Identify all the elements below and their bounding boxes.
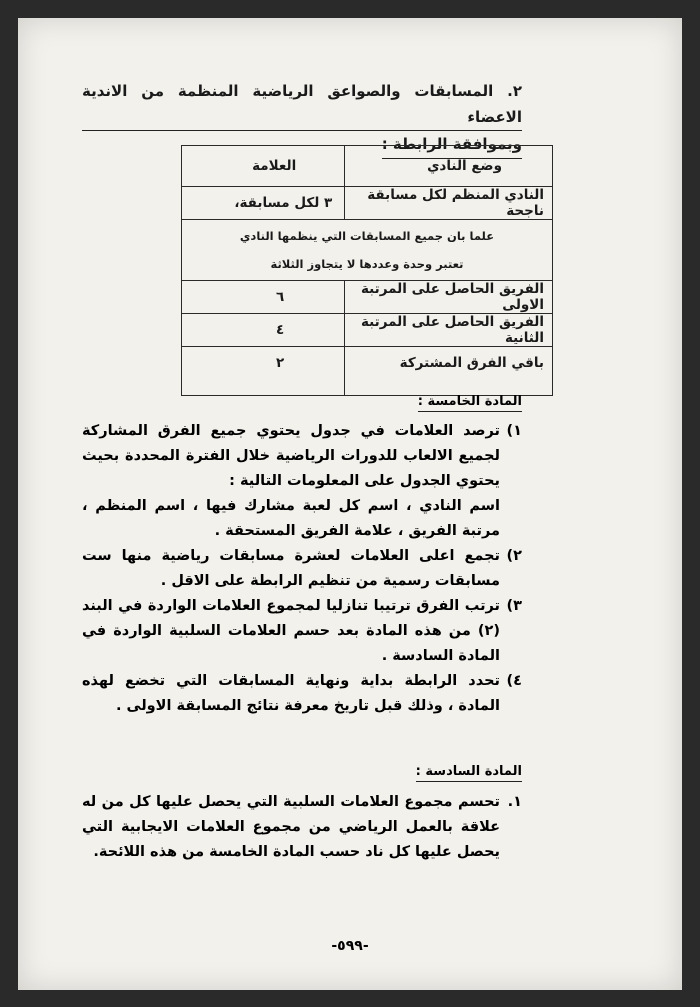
- item-number: ٣): [506, 598, 522, 614]
- list-item: [82, 790, 522, 865]
- marks-table: [181, 145, 553, 396]
- item-number: ١): [506, 423, 522, 439]
- row-label: النادي المنظم لكل مسابقة ناجحة: [345, 187, 553, 220]
- page-number: -٥٩٩-: [331, 938, 369, 954]
- table-note-row: [182, 220, 553, 281]
- row-label: الفريق الحاصل على المرتبة الثانية: [345, 314, 553, 347]
- article-5-items: [82, 419, 522, 719]
- table-row: [182, 281, 553, 314]
- item-text: تحسم مجموع العلامات السلبية التي يحصل عليها كل من له علاقة بالعمل الرياضي من مجموع العلامات الايجابية التي يحصل عليها كل ناد حسب المادة الخامسة من هذه اللائحة.: [82, 794, 500, 860]
- item-number: ١.: [507, 794, 522, 810]
- item-text: تجمع اعلى العلامات لعشرة مسابقات رياضية منها ست مسابقات رسمية من تنظيم الرابطة على الاقل .: [82, 548, 500, 589]
- table-row: [182, 187, 553, 220]
- item-subtext: اسم النادي ، اسم كل لعبة مشارك فيها ، اسم المنظم ، مرتبة الفريق ، علامة الفريق المستحقة .: [82, 498, 500, 539]
- item-text: ترتب الفرق ترتيبا تنازليا لمجموع العلامات الواردة في البند (٢) من هذه المادة بعد حسم العلامات السلبية الواردة في المادة السادسة .: [82, 598, 500, 664]
- document-page: [18, 18, 682, 990]
- heading-line-2: وبموافقة الرابطة :: [382, 131, 522, 159]
- heading-text-1: المسابقات والصواعق الرياضية المنظمة من الاندية الاعضاء: [82, 82, 522, 126]
- heading-number: ٢.: [507, 82, 522, 100]
- table-row: [182, 314, 553, 347]
- item-number: ٤): [506, 673, 522, 689]
- row-label: باقي الفرق المشتركة: [345, 347, 553, 396]
- row-value: ٦: [182, 281, 345, 314]
- list-item: [82, 594, 522, 669]
- table-row: [182, 347, 553, 396]
- note-line-2: تعتبر وحدة وعددها لا يتجاوز الثلاثة: [270, 257, 464, 271]
- item-text: تحدد الرابطة بداية ونهاية المسابقات التي تخضع لهذه المادة ، وذلك قبل تاريخ معرفة نتائج المسابقة الاولى .: [82, 673, 500, 714]
- note-line-1: علما بان جميع المسابقات التي ينظمها النادي: [239, 229, 495, 243]
- table-header-row: [182, 146, 553, 187]
- row-label: الفريق الحاصل على المرتبة الاولى: [345, 281, 553, 314]
- list-item: [82, 544, 522, 594]
- table-note: [182, 220, 553, 281]
- article-6-title: المادة السادسة :: [416, 764, 522, 782]
- row-value: ٤: [182, 314, 345, 347]
- list-item: [82, 669, 522, 719]
- article-5-title: المادة الخامسة :: [418, 394, 522, 412]
- row-value: ٣ لكل مسابقة،: [182, 187, 345, 220]
- list-item: [82, 419, 522, 544]
- header-club-status: وضع النادي: [345, 146, 553, 187]
- article-6-items: [82, 790, 522, 865]
- item-number: ٢): [506, 548, 522, 564]
- row-value: ٢: [182, 347, 345, 396]
- header-mark: العلامة: [182, 146, 345, 187]
- item-text: ترصد العلامات في جدول يحتوي جميع الفرق المشاركة لجميع الالعاب للدورات الرياضية خلال الفترة المحددة بحيث يحتوي الجدول على المعلومات التالية :: [82, 423, 500, 489]
- heading-line-1: [82, 78, 522, 131]
